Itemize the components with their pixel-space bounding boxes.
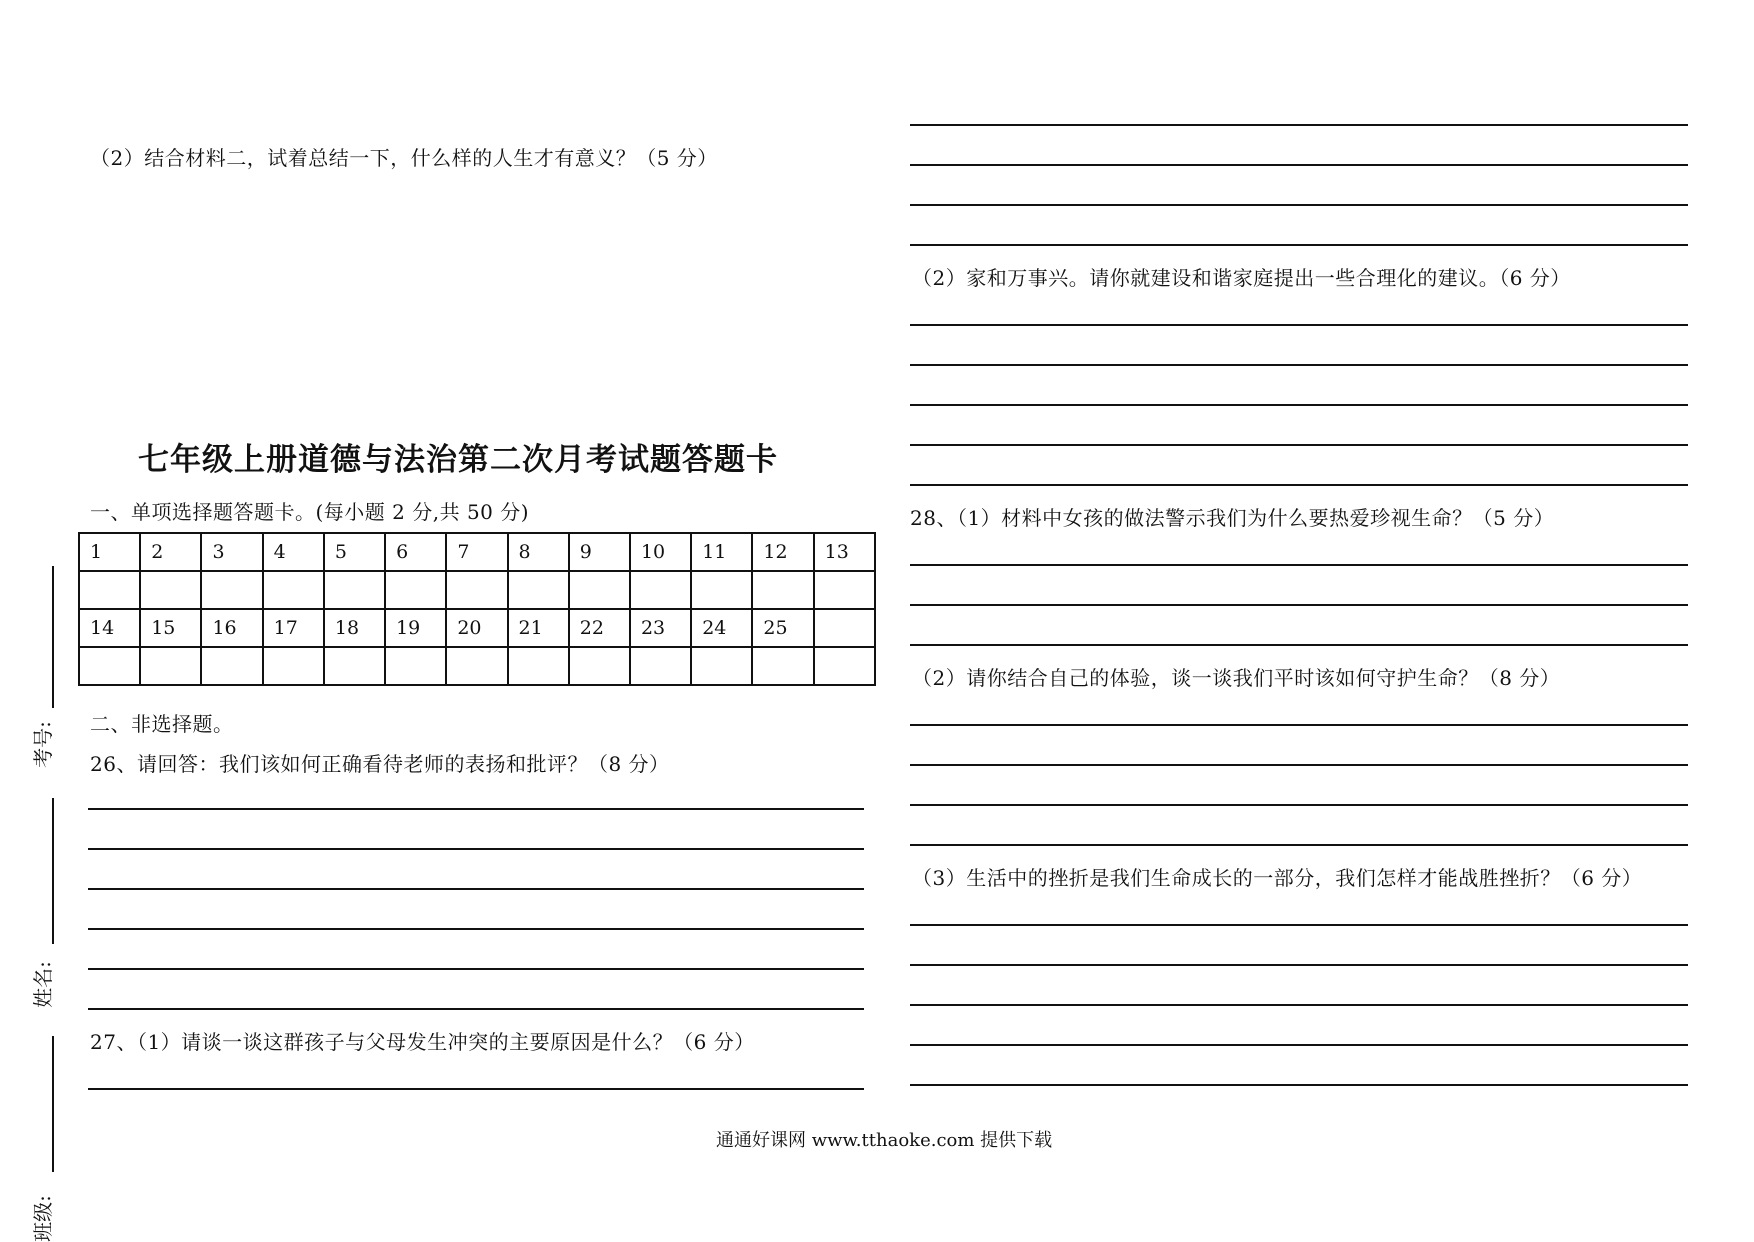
grid-cell: 13: [814, 533, 875, 571]
answer-line-q28-2[interactable]: [910, 764, 1688, 766]
answer-line-prev[interactable]: [910, 124, 1688, 126]
grid-cell: 7: [446, 533, 507, 571]
grid-cell: 10: [630, 533, 691, 571]
answer-cell[interactable]: [446, 571, 507, 609]
exam-number-label: 考号:: [30, 721, 55, 768]
answer-cell[interactable]: [752, 647, 813, 685]
page-title: 七年级上册道德与法治第二次月考试题答题卡: [138, 442, 778, 478]
grid-cell: 25: [752, 609, 813, 647]
answer-line-prev[interactable]: [910, 244, 1688, 246]
binding-line-middle: [52, 798, 54, 944]
question-27-1: 27、（1）请谈一谈这群孩子与父母发生冲突的主要原因是什么？（6 分）: [90, 1030, 755, 1054]
binding-line-bottom: [52, 1036, 54, 1172]
answer-cell[interactable]: [263, 647, 324, 685]
question-prev-2: （2）结合材料二，试着总结一下，什么样的人生才有意义？（5 分）: [90, 146, 718, 170]
answer-cell[interactable]: [201, 571, 262, 609]
answer-line-q28-1[interactable]: [910, 644, 1688, 646]
answer-cell[interactable]: [140, 647, 201, 685]
answer-line-prev[interactable]: [910, 164, 1688, 166]
answer-line-q28-2[interactable]: [910, 844, 1688, 846]
answer-line-q28-2[interactable]: [910, 724, 1688, 726]
answer-line-q28-1[interactable]: [910, 564, 1688, 566]
answer-line-q27-2[interactable]: [910, 484, 1688, 486]
answer-line-q27-1[interactable]: [88, 1088, 864, 1090]
grid-cell: 1: [79, 533, 140, 571]
footer-source: 通通好课网 www.tthaoke.com 提供下载: [716, 1130, 1053, 1151]
grid-cell: 21: [508, 609, 569, 647]
grid-cell: 4: [263, 533, 324, 571]
answer-cell[interactable]: [752, 571, 813, 609]
grid-cell: 14: [79, 609, 140, 647]
grid-cell: 22: [569, 609, 630, 647]
answer-cell[interactable]: [814, 647, 875, 685]
grid-cell: 17: [263, 609, 324, 647]
grid-cell: 11: [691, 533, 752, 571]
answer-cell[interactable]: [324, 571, 385, 609]
grid-row-numbers-1: [79, 533, 875, 571]
answer-cell[interactable]: [324, 647, 385, 685]
answer-line-q26[interactable]: [88, 848, 864, 850]
answer-line-q26[interactable]: [88, 888, 864, 890]
answer-cell[interactable]: [630, 571, 691, 609]
grid-cell: 6: [385, 533, 446, 571]
answer-cell[interactable]: [691, 647, 752, 685]
answer-line-q26[interactable]: [88, 1008, 864, 1010]
answer-line-q26[interactable]: [88, 928, 864, 930]
answer-line-q28-3[interactable]: [910, 1004, 1688, 1006]
binding-line-top: [52, 566, 54, 708]
grid-cell: 8: [508, 533, 569, 571]
answer-line-q27-2[interactable]: [910, 364, 1688, 366]
question-28-3: （3）生活中的挫折是我们生命成长的一部分，我们怎样才能战胜挫折？（6 分）: [912, 866, 1643, 890]
answer-line-prev[interactable]: [910, 204, 1688, 206]
answer-cell[interactable]: [79, 571, 140, 609]
answer-cell[interactable]: [446, 647, 507, 685]
question-28-2: （2）请你结合自己的体验，谈一谈我们平时该如何守护生命？（8 分）: [912, 666, 1561, 690]
grid-row-answers-2: [79, 647, 875, 685]
grid-row-numbers-2: [79, 609, 875, 647]
grid-cell: 5: [324, 533, 385, 571]
answer-cell[interactable]: [569, 647, 630, 685]
answer-line-q27-2[interactable]: [910, 444, 1688, 446]
answer-cell[interactable]: [691, 571, 752, 609]
answer-cell[interactable]: [140, 571, 201, 609]
grid-cell: 3: [201, 533, 262, 571]
answer-cell[interactable]: [814, 571, 875, 609]
grid-cell: [814, 609, 875, 647]
grid-cell: 9: [569, 533, 630, 571]
answer-cell[interactable]: [263, 571, 324, 609]
answer-line-q27-2[interactable]: [910, 324, 1688, 326]
answer-line-q28-2[interactable]: [910, 804, 1688, 806]
answer-line-q26[interactable]: [88, 808, 864, 810]
answer-line-q28-1[interactable]: [910, 604, 1688, 606]
answer-line-q27-2[interactable]: [910, 404, 1688, 406]
grid-cell: 24: [691, 609, 752, 647]
grid-cell: 15: [140, 609, 201, 647]
grid-cell: 23: [630, 609, 691, 647]
answer-line-q28-3[interactable]: [910, 964, 1688, 966]
grid-row-answers-1: [79, 571, 875, 609]
answer-line-q28-3[interactable]: [910, 1044, 1688, 1046]
grid-cell: 12: [752, 533, 813, 571]
answer-line-q28-3[interactable]: [910, 924, 1688, 926]
answer-cell[interactable]: [385, 647, 446, 685]
class-label: 班级:: [30, 1195, 55, 1242]
answer-cell[interactable]: [201, 647, 262, 685]
answer-line-q26[interactable]: [88, 968, 864, 970]
answer-cell[interactable]: [630, 647, 691, 685]
grid-cell: 2: [140, 533, 201, 571]
answer-cell[interactable]: [79, 647, 140, 685]
name-label: 姓名:: [30, 961, 55, 1008]
section-2-heading: 二、非选择题。: [90, 712, 234, 736]
question-27-2: （2）家和万事兴。请你就建设和谐家庭提出一些合理化的建议。（6 分）: [912, 266, 1571, 290]
answer-cell[interactable]: [569, 571, 630, 609]
answer-cell[interactable]: [508, 647, 569, 685]
answer-cell[interactable]: [385, 571, 446, 609]
answer-cell[interactable]: [508, 571, 569, 609]
question-26: 26、请回答：我们该如何正确看待老师的表扬和批评？（8 分）: [90, 752, 670, 776]
grid-cell: 19: [385, 609, 446, 647]
grid-cell: 20: [446, 609, 507, 647]
question-28-1: 28、（1）材料中女孩的做法警示我们为什么要热爱珍视生命？（5 分）: [910, 506, 1555, 530]
grid-cell: 16: [201, 609, 262, 647]
section-1-heading: 一、单项选择题答题卡。(每小题 2 分,共 50 分): [90, 500, 530, 524]
answer-line-q28-3[interactable]: [910, 1084, 1688, 1086]
answer-grid: [78, 532, 876, 686]
grid-cell: 18: [324, 609, 385, 647]
